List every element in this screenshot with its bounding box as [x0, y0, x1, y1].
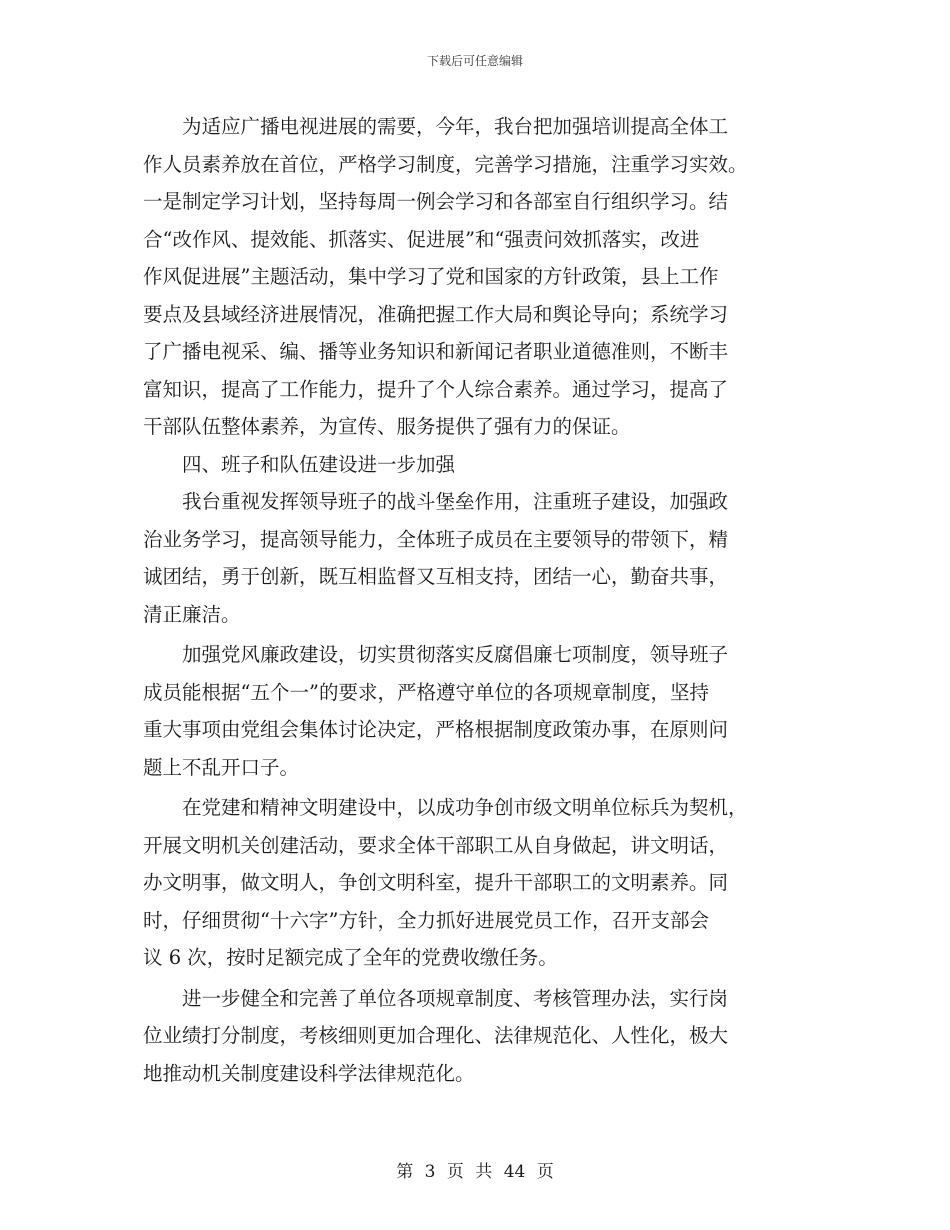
text-line: 位业绩打分制度，考核细则更加合理化、法律规范化、人性化，极大 [143, 1024, 729, 1047]
text-line: 办文明事，做文明人，争创文明科室，提升干部职工的文明素养。同 [143, 871, 729, 894]
text-line: 地推动机关制度建设科学法律规范化。 [143, 1061, 475, 1085]
text-line: 成员能根据“五个一”的要求，严格遵守单位的各项规章制度，坚持 [143, 680, 709, 704]
text-line: 干部队伍整体素养，为宣传、服务提供了强有力的保证。 [143, 415, 631, 438]
text-line: 题上不乱开口子。 [143, 755, 300, 779]
text-line: 议 6 次，按时足额完成了全年的党费收缴任务。 [143, 946, 558, 969]
text-line: 开展文明机关创建活动，要求全体干部职工从自身做起，讲文明话， [143, 833, 729, 857]
text-line: 合“改作风、提效能、抓落实、促进展”和“强责问效抓落实，改进 [143, 227, 700, 251]
text-line: 了广播电视采、编、播等业务知识和新闻记者职业道德准则，不断丰 [143, 340, 729, 363]
text-line: 时，仔细贯彻“十六字”方针，全力抓好进展党员工作，召开支部会 [143, 908, 709, 932]
text-line: 加强党风廉政建设，切实贯彻落实反腐倡廉七项制度，领导班子 [143, 643, 729, 666]
text-line: 为适应广播电视进展的需要，今年，我台把加强培训提高全体工 [143, 115, 729, 138]
text-line: 要点及县域经济进展情况，准确把握工作大局和舆论导向；系统学习 [143, 302, 729, 326]
text-line: 诚团结，勇于创新，既互相监督又互相支持，团结一心，勤奋共事， [143, 565, 729, 588]
text-line: 富知识，提高了工作能力，提升了个人综合素养。通过学习，提高了 [143, 377, 729, 401]
text-line: 作人员素养放在首位，严格学习制度，完善学习措施，注重学习实效。 [143, 152, 748, 176]
text-line: 在党建和精神文明建设中，以成功争创市级文明单位标兵为契机， [143, 796, 748, 819]
document-body [143, 108, 811, 1092]
text-line: 进一步健全和完善了单位各项规章制度、考核管理办法，实行岗 [143, 986, 729, 1010]
text-line: 清正廉洁。 [143, 602, 241, 626]
text-line: 一是制定学习计划，坚持每周一例会学习和各部室自行组织学习。结 [143, 190, 729, 213]
section-heading: 四、班子和队伍建设进一步加强 [143, 452, 456, 476]
text-line: 重大事项由党组会集体讨论决定，严格根据制度政策办事，在原则问 [143, 718, 729, 741]
text-line: 作风促进展”主题活动，集中学习了党和国家的方针政策，县上工作 [143, 265, 719, 288]
text-line: 治业务学习，提高领导能力，全体班子成员在主要领导的带领下，精 [143, 527, 729, 551]
text-line: 我台重视发挥领导班子的战斗堡垒作用，注重班子建设，加强政 [143, 490, 729, 513]
page-footer: 第 3 页 共 44 页 [396, 1162, 554, 1182]
page-header: 下载后可任意编辑 [426, 54, 523, 68]
